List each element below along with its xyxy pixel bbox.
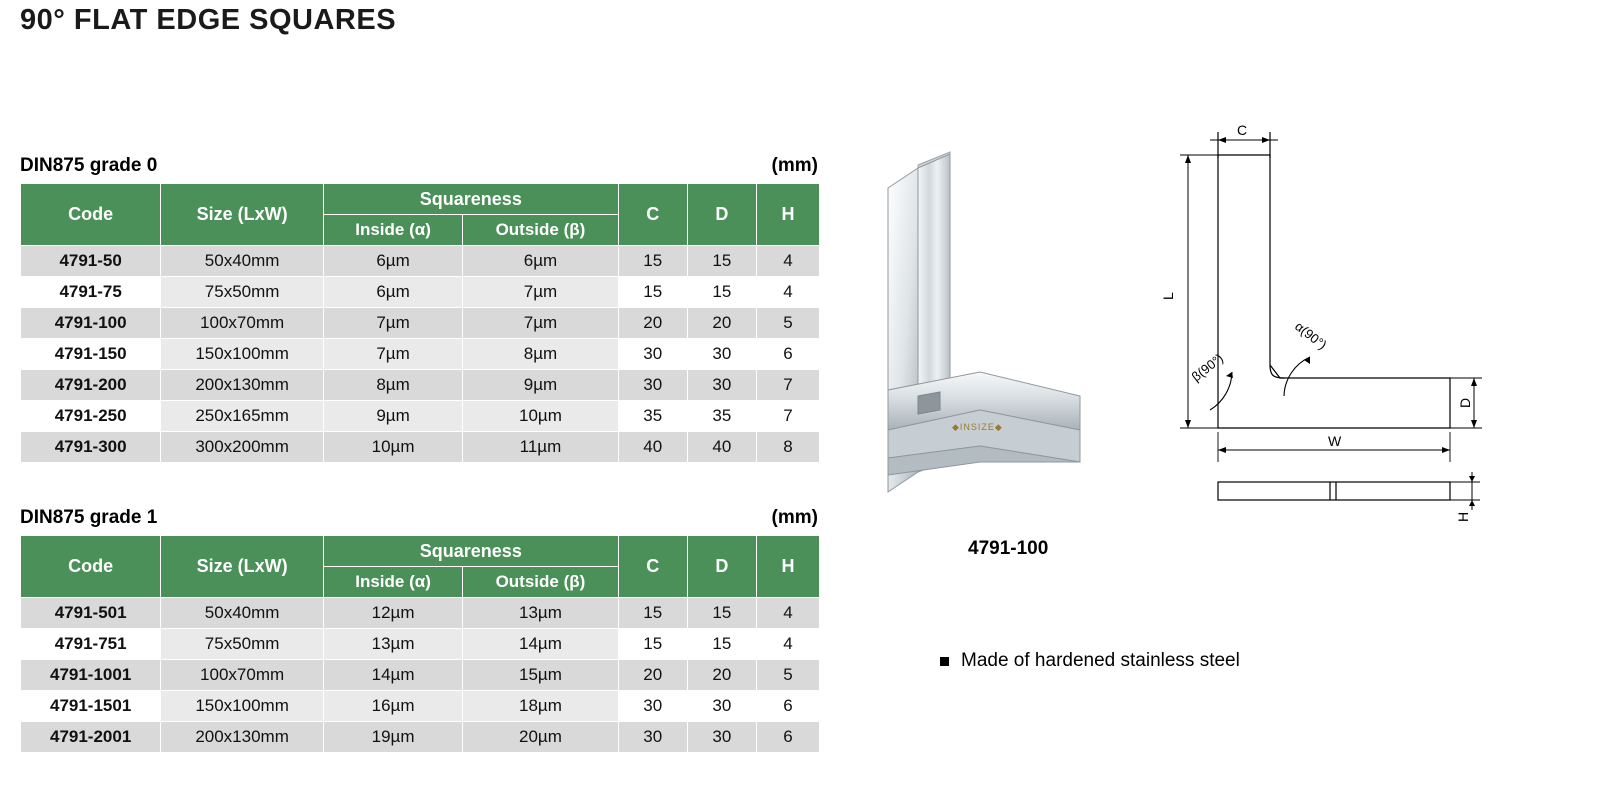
cell-outside: 8µm [463,339,619,370]
th-d: D [687,536,756,598]
cell-c: 30 [618,339,687,370]
cell-c: 20 [618,308,687,339]
cell-d: 20 [687,660,756,691]
technical-drawing [1180,132,1482,510]
product-artwork [880,110,1580,570]
cell-code: 4791-2001 [21,722,161,753]
cell-size: 200x130mm [161,722,324,753]
th-squareness: Squareness [323,184,618,215]
table-header-row-top [21,536,820,567]
cell-inside: 6µm [323,277,462,308]
cell-size: 50x40mm [161,246,324,277]
cell-c: 30 [618,370,687,401]
cell-outside: 13µm [463,598,619,629]
dim-label-l: L [1160,292,1176,300]
th-h: H [756,536,819,598]
table-row [21,660,820,691]
cell-d: 15 [687,277,756,308]
cell-c: 40 [618,432,687,463]
cell-c: 15 [618,246,687,277]
cell-inside: 9µm [323,401,462,432]
page-title: 90° FLAT EDGE SQUARES [20,4,397,36]
cell-code: 4791-250 [21,401,161,432]
brand-mark: ◆INSIZE◆ [952,422,1003,432]
cell-d: 30 [687,691,756,722]
spec-table-grade1 [20,507,820,753]
th-inside: Inside (α) [323,215,462,246]
cell-size: 200x130mm [161,370,324,401]
table-unit: (mm) [771,155,818,176]
cell-code: 4791-501 [21,598,161,629]
table-label: DIN875 grade 0 [20,155,158,176]
table-row [21,691,820,722]
th-inside: Inside (α) [323,567,462,598]
angle-label-beta: β(90°) [1188,350,1227,385]
table-row [21,370,820,401]
cell-c: 30 [618,691,687,722]
table-row [21,246,820,277]
cell-inside: 16µm [323,691,462,722]
dim-label-w: W [1328,433,1342,449]
cell-inside: 12µm [323,598,462,629]
artwork-svg [880,110,1580,570]
cell-outside: 7µm [463,308,619,339]
cell-code: 4791-75 [21,277,161,308]
table-row [21,629,820,660]
cell-h: 5 [756,308,819,339]
cell-d: 15 [687,246,756,277]
cell-code: 4791-1501 [21,691,161,722]
cell-code: 4791-751 [21,629,161,660]
feature-note-text: Made of hardened stainless steel [961,650,1240,671]
cell-c: 15 [618,629,687,660]
table-grade1 [20,535,820,753]
th-d: D [687,184,756,246]
cell-h: 8 [756,432,819,463]
table-row [21,401,820,432]
cell-size: 100x70mm [161,660,324,691]
cell-size: 150x100mm [161,691,324,722]
cell-code: 4791-150 [21,339,161,370]
cell-h: 6 [756,691,819,722]
square-photo [888,152,1080,492]
th-c: C [618,536,687,598]
th-code: Code [21,184,161,246]
dim-label-h: H [1455,511,1471,522]
cell-d: 15 [687,598,756,629]
cell-c: 15 [618,277,687,308]
th-h: H [756,184,819,246]
cell-outside: 14µm [463,629,619,660]
cell-inside: 19µm [323,722,462,753]
table-unit: (mm) [771,507,818,528]
cell-code: 4791-300 [21,432,161,463]
cell-code: 4791-100 [21,308,161,339]
cell-code: 4791-50 [21,246,161,277]
table-row [21,598,820,629]
cell-code: 4791-1001 [21,660,161,691]
cell-outside: 15µm [463,660,619,691]
cell-size: 50x40mm [161,598,324,629]
cell-inside: 14µm [323,660,462,691]
cell-inside: 13µm [323,629,462,660]
cell-h: 4 [756,277,819,308]
cell-size: 75x50mm [161,629,324,660]
th-c: C [618,184,687,246]
cell-d: 20 [687,308,756,339]
cell-c: 30 [618,722,687,753]
cell-outside: 11µm [463,432,619,463]
table-heading-grade0 [20,155,820,183]
cell-d: 30 [687,370,756,401]
th-outside: Outside (β) [463,215,619,246]
table-row [21,308,820,339]
table-label: DIN875 grade 1 [20,507,158,528]
feature-note [940,650,1240,672]
cell-h: 6 [756,722,819,753]
cell-size: 250x165mm [161,401,324,432]
cell-h: 7 [756,370,819,401]
cell-outside: 18µm [463,691,619,722]
cell-h: 6 [756,339,819,370]
cell-outside: 10µm [463,401,619,432]
cell-c: 15 [618,598,687,629]
spec-table-grade0 [20,155,820,463]
th-size: Size (LxW) [161,536,324,598]
cell-outside: 6µm [463,246,619,277]
cell-h: 5 [756,660,819,691]
cell-inside: 7µm [323,339,462,370]
th-code: Code [21,536,161,598]
cell-inside: 7µm [323,308,462,339]
table-grade0 [20,183,820,463]
bullet-square-icon [940,657,949,666]
cell-outside: 20µm [463,722,619,753]
table-row [21,277,820,308]
cell-size: 150x100mm [161,339,324,370]
th-size: Size (LxW) [161,184,324,246]
cell-d: 15 [687,629,756,660]
cell-d: 35 [687,401,756,432]
th-outside: Outside (β) [463,567,619,598]
photo-caption: 4791-100 [968,538,1049,559]
cell-h: 4 [756,598,819,629]
table-row [21,432,820,463]
angle-label-alpha: α(90°) [1292,318,1330,353]
cell-h: 4 [756,629,819,660]
cell-inside: 6µm [323,246,462,277]
cell-c: 35 [618,401,687,432]
th-squareness: Squareness [323,536,618,567]
cell-c: 20 [618,660,687,691]
dim-label-c: C [1237,122,1248,138]
cell-outside: 9µm [463,370,619,401]
cell-outside: 7µm [463,277,619,308]
table-row [21,722,820,753]
cell-d: 30 [687,722,756,753]
cell-size: 75x50mm [161,277,324,308]
cell-size: 300x200mm [161,432,324,463]
dim-label-d: D [1457,397,1473,408]
cell-h: 7 [756,401,819,432]
cell-inside: 10µm [323,432,462,463]
cell-code: 4791-200 [21,370,161,401]
table-header-row-top [21,184,820,215]
cell-h: 4 [756,246,819,277]
cell-d: 40 [687,432,756,463]
table-heading-grade1 [20,507,820,535]
cell-size: 100x70mm [161,308,324,339]
cell-inside: 8µm [323,370,462,401]
table-row [21,339,820,370]
cell-d: 30 [687,339,756,370]
